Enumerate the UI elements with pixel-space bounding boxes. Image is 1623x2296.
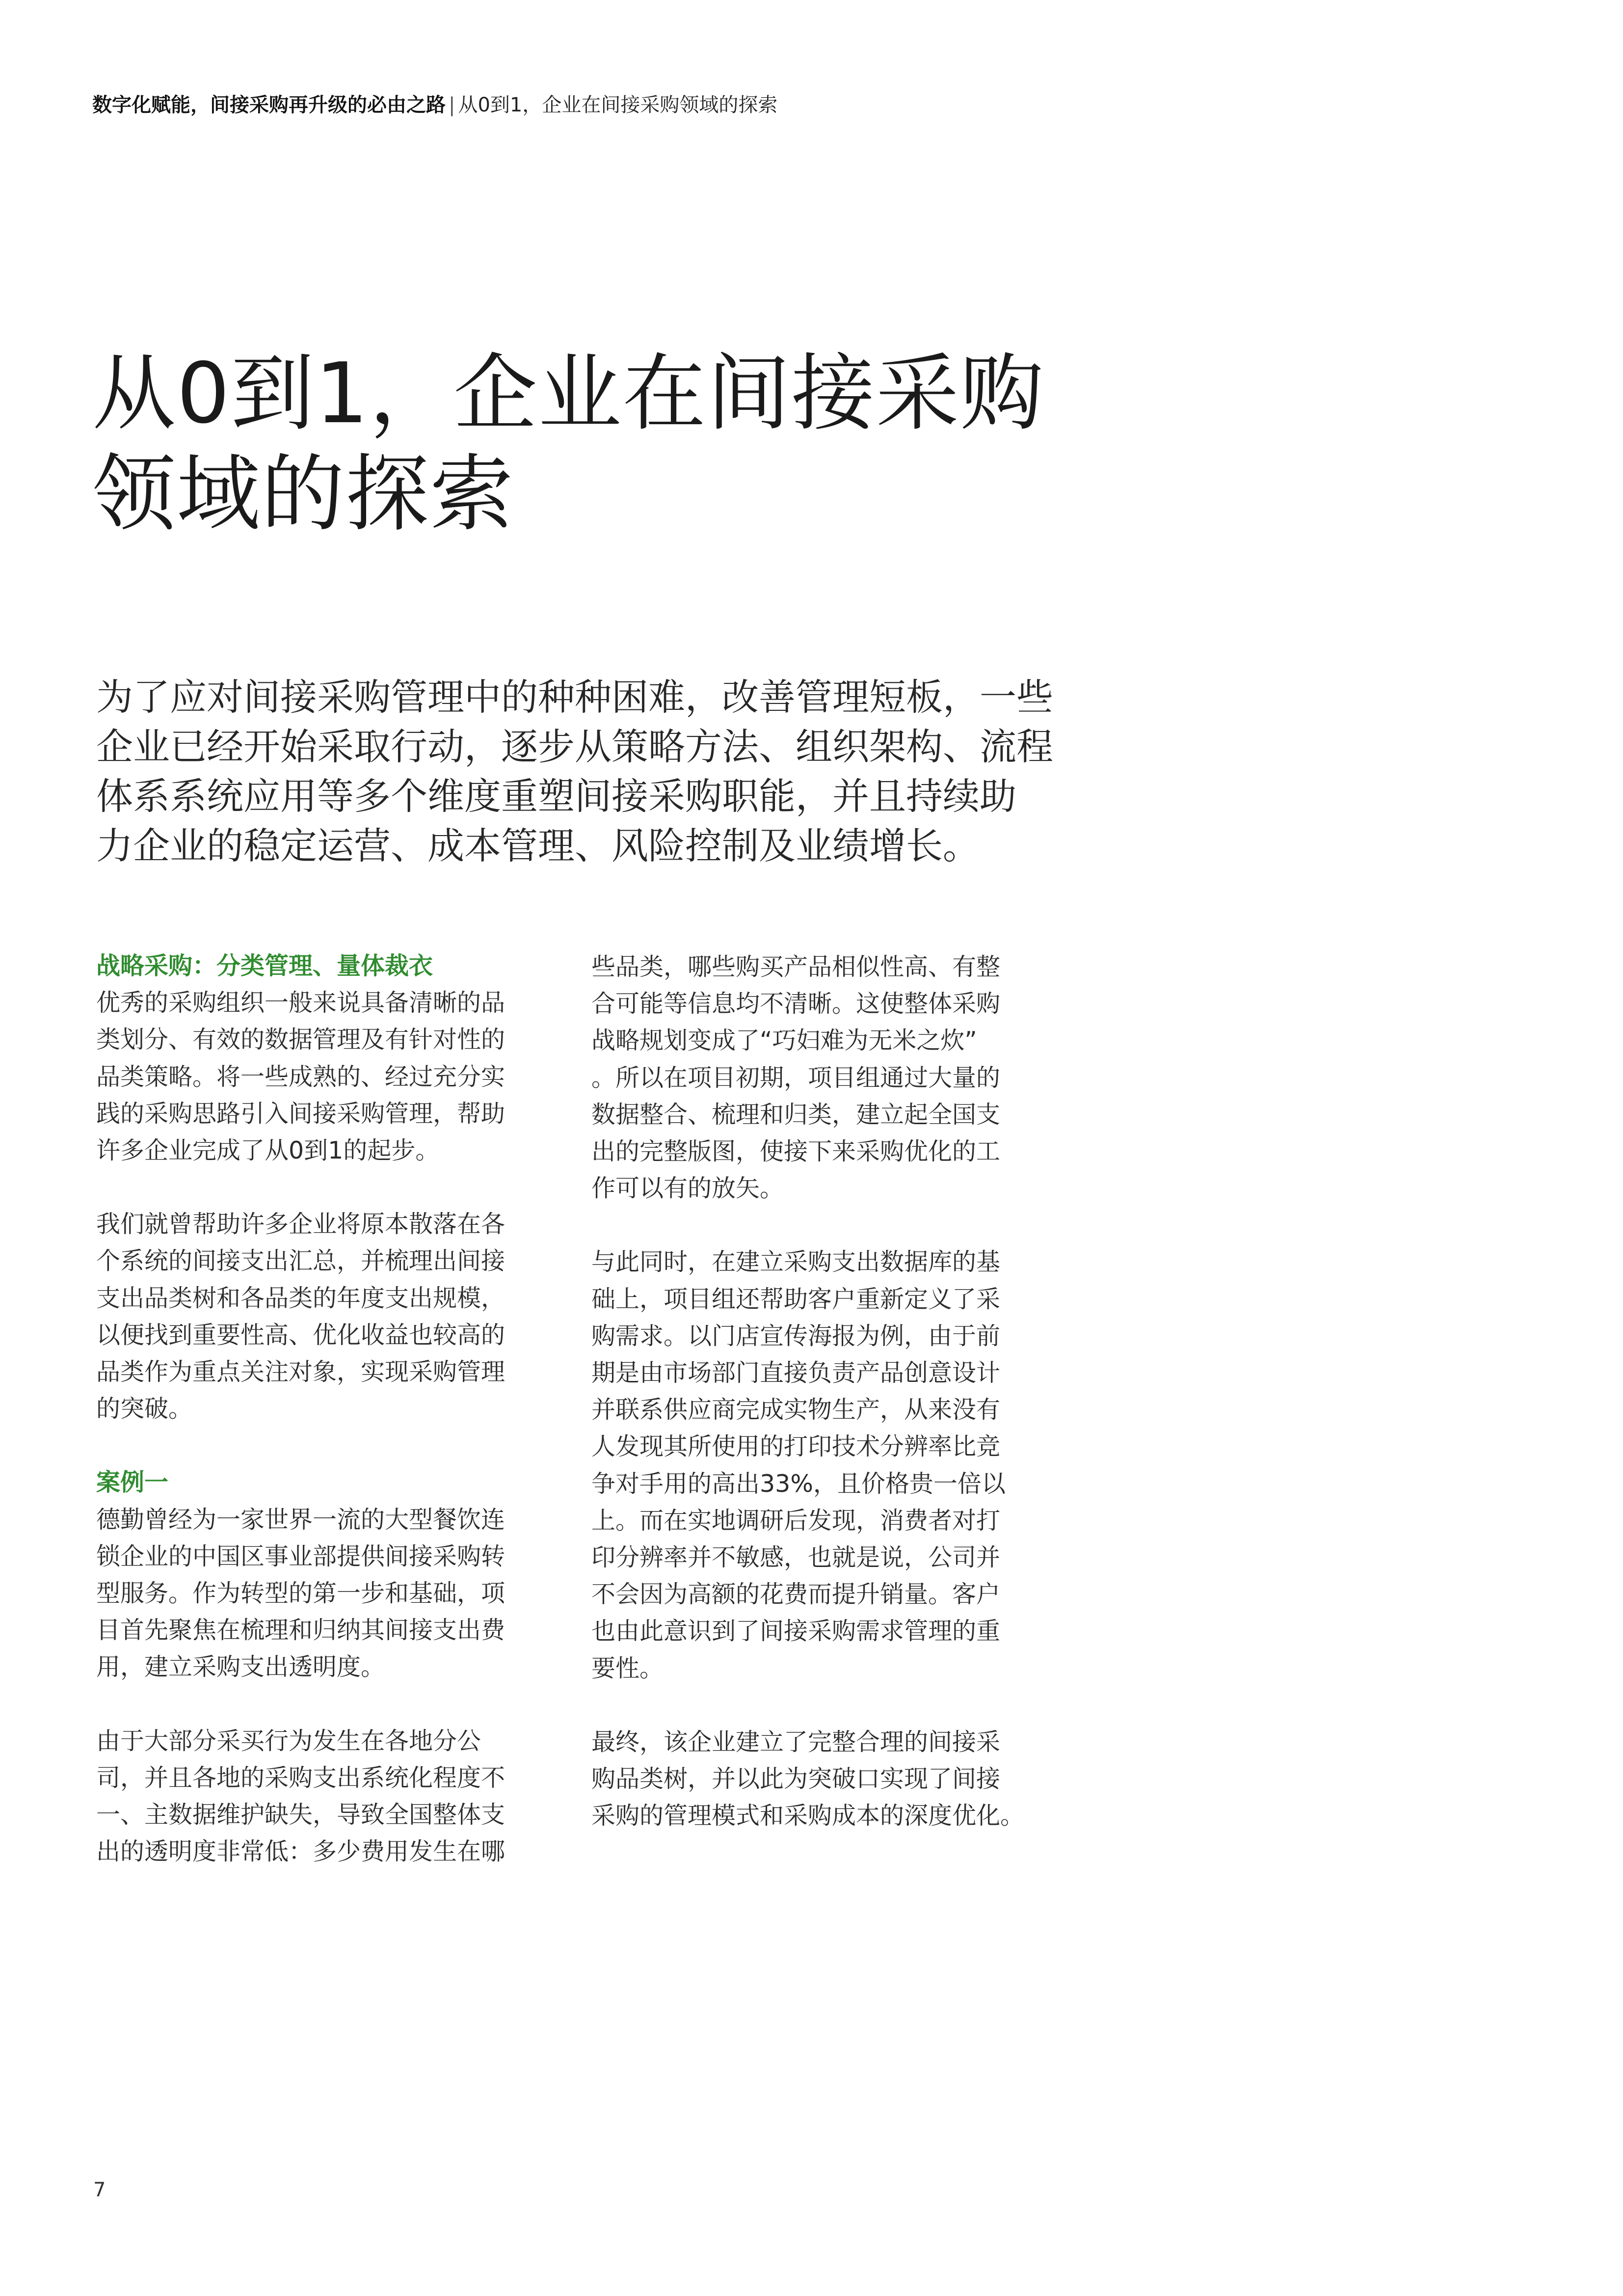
text-line: 并联系供应商完成实物生产，从来没有 — [591, 1396, 1001, 1424]
left-column — [96, 947, 553, 1870]
header-report-title: 数字化赋能，间接采购再升级的必由之路 — [92, 94, 446, 116]
text-line: 最终，该企业建立了完整合理的间接采 — [591, 1728, 1001, 1756]
text-line: 一、主数据维护缺失，导致全国整体支 — [96, 1801, 506, 1829]
text-line: 础上，项目组还帮助客户重新定义了采 — [591, 1285, 1001, 1313]
lead-line: 体系系统应用等多个维度重塑间接采购职能，并且持续助 — [96, 775, 1017, 818]
text-line: 不会因为高额的花费而提升销量。客户 — [591, 1580, 1001, 1609]
text-line: 以便找到重要性高、优化收益也较高的 — [96, 1321, 506, 1349]
title-line: 从0到1，企业在间接采购 — [92, 345, 1045, 442]
text-line: 争对手用的高出33%，且价格贵一倍以 — [591, 1469, 1006, 1498]
paragraph-gap — [591, 1207, 1048, 1243]
text-line: 目首先聚焦在梳理和归纳其间接支出费 — [96, 1616, 506, 1645]
text-line: 型服务。作为转型的第一步和基础，项 — [96, 1579, 506, 1608]
text-line: 也由此意识到了间接采购需求管理的重 — [591, 1617, 1001, 1646]
running-header — [92, 91, 1516, 119]
text-line: 用，建立采购支出透明度。 — [96, 1653, 385, 1681]
right-column — [591, 948, 1048, 1834]
text-line: 我们就曾帮助许多企业将原本散落在各 — [96, 1210, 506, 1239]
text-line: 购品类树，并以此为突破口实现了间接 — [591, 1765, 1001, 1793]
page-title — [92, 344, 1221, 545]
text-line: 许多企业完成了从0到1的起步。 — [96, 1136, 440, 1165]
lead-line: 力企业的稳定运营、成本管理、风险控制及业绩增长。 — [96, 824, 980, 867]
text-line: 由于大部分采买行为发生在各地分公 — [96, 1727, 481, 1755]
text-line: 的突破。 — [96, 1395, 193, 1423]
text-line: 出的完整版图，使接下来采购优化的工 — [591, 1137, 1001, 1166]
text-line: 锁企业的中国区事业部提供间接采购转 — [96, 1542, 506, 1570]
paragraph — [96, 984, 553, 1169]
text-line: 战略规划变成了“巧妇难为无米之炊” — [591, 1026, 977, 1055]
text-line: 些品类，哪些购买产品相似性高、有整 — [591, 953, 1001, 981]
paragraph — [96, 1501, 553, 1686]
text-line: 购需求。以门店宣传海报为例，由于前 — [591, 1322, 1001, 1350]
lead-line: 企业已经开始采取行动，逐步从策略方法、组织架构、流程 — [96, 725, 1054, 768]
paragraph-gap — [96, 1686, 553, 1723]
text-line: 期是由市场部门直接负责产品创意设计 — [591, 1359, 1001, 1387]
text-line: 出的透明度非常低：多少费用发生在哪 — [96, 1837, 506, 1866]
paragraph — [96, 1723, 553, 1870]
paragraph-gap — [591, 1687, 1048, 1724]
text-line: 支出品类树和各品类的年度支出规模， — [96, 1284, 506, 1312]
text-line: 司，并且各地的采购支出系统化程度不 — [96, 1763, 506, 1792]
page-number: 7 — [93, 2179, 106, 2201]
text-line: 践的采购思路引入间接采购管理，帮助 — [96, 1099, 506, 1128]
text-line: 品类作为重点关注对象，实现采购管理 — [96, 1358, 506, 1386]
text-line: 人发现其所使用的打印技术分辨率比竞 — [591, 1432, 1001, 1461]
text-line: 与此同时，在建立采购支出数据库的基 — [591, 1248, 1001, 1276]
paragraph — [96, 1206, 553, 1427]
paragraph — [591, 1724, 1048, 1835]
section-heading-case-one: 案例一 — [96, 1468, 169, 1497]
text-line: 合可能等信息均不清晰。这使整体采购 — [591, 990, 1001, 1018]
text-line: 采购的管理模式和采购成本的深度优化。 — [591, 1802, 1025, 1830]
section-heading-strategic-sourcing: 战略采购：分类管理、量体裁衣 — [96, 952, 433, 980]
header-separator: | — [449, 94, 455, 116]
paragraph — [591, 948, 1048, 1207]
header-section-title: 从0到1，企业在间接采购领域的探索 — [458, 94, 778, 116]
title-line: 领域的探索 — [92, 446, 515, 543]
paragraph — [591, 1243, 1048, 1686]
text-line: 印分辨率并不敏感，也就是说，公司并 — [591, 1543, 1001, 1572]
text-line: 品类策略。将一些成熟的、经过充分实 — [96, 1062, 506, 1091]
paragraph-gap — [96, 1169, 553, 1206]
text-line: 德勤曾经为一家世界一流的大型餐饮连 — [96, 1505, 506, 1534]
text-line: 优秀的采购组织一般来说具备清晰的品 — [96, 989, 506, 1017]
text-line: 。所以在项目初期，项目组通过大量的 — [591, 1063, 1001, 1092]
text-line: 上。而在实地调研后发现，消费者对打 — [591, 1506, 1001, 1535]
paragraph-gap — [96, 1427, 553, 1464]
text-line: 数据整合、梳理和归类，建立起全国支 — [591, 1100, 1001, 1129]
lead-line: 为了应对间接采购管理中的种种困难，改善管理短板，一些 — [96, 675, 1054, 719]
text-line: 要性。 — [591, 1654, 664, 1682]
text-line: 类划分、有效的数据管理及有针对性的 — [96, 1026, 506, 1054]
text-line: 作可以有的放矢。 — [591, 1174, 784, 1203]
lead-paragraph — [96, 673, 1078, 871]
text-line: 个系统的间接支出汇总，并梳理出间接 — [96, 1247, 506, 1275]
